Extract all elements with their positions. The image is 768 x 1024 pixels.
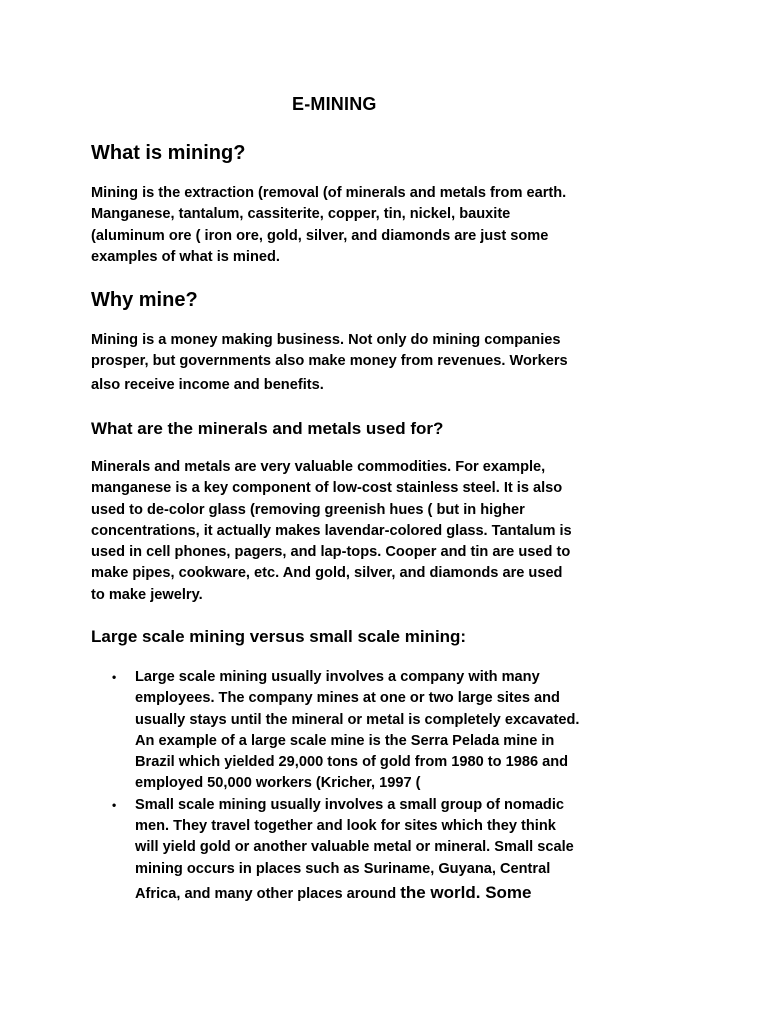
paragraph-line: (aluminum ore ( iron ore, gold, silver, and diamonds are just some — [91, 227, 549, 244]
paragraph-line: used in cell phones, pagers, and lap-tops. Cooper and tin are used to — [91, 544, 571, 561]
list-item-line: Large scale mining usually involves a company with many — [135, 669, 540, 685]
paragraph-line: to make jewelry. — [91, 586, 203, 603]
paragraph-line: Manganese, tantalum, cassiterite, copper, tin, nickel, bauxite — [91, 206, 511, 223]
list-item-line: usually stays until the mineral or metal is completely excavated. — [135, 711, 580, 728]
list-item-line: will yield gold or another valuable metal or mineral. Small scale — [135, 839, 574, 856]
list-item-line: employees. The company mines at one or two large sites and — [135, 690, 560, 707]
paragraph-line: used to de-color glass (removing greenish hues ( but in higher — [91, 501, 525, 518]
paragraph-line: Minerals and metals are very valuable commodities. For example, — [91, 459, 546, 475]
heading-why-mine: Why mine? — [91, 289, 198, 311]
paragraph-line: examples of what is mined. — [91, 248, 280, 265]
list-item-line-end: the world. Some — [400, 882, 532, 902]
paragraph-line: also receive income and benefits. — [91, 376, 324, 393]
list-item-line: An example of a large scale mine is the Serra Pelada mine in — [135, 732, 555, 749]
bullet-marker: • — [112, 797, 117, 812]
paragraph-line: Mining is a money making business. Not only do mining companies — [91, 332, 561, 348]
paragraph-why-mine — [91, 330, 671, 396]
paragraph-line: prosper, but governments also make money from revenues. Workers — [91, 353, 568, 370]
list-item-line: Brazil which yielded 29,000 tons of gold from 1980 to 1986 and — [135, 754, 569, 771]
paragraph-line: make pipes, cookware, etc. And gold, silver, and diamonds are used — [91, 565, 563, 582]
list-item-line: Small scale mining usually involves a small group of nomadic — [135, 796, 565, 813]
list-item-line-start: Africa, and many other places around — [135, 885, 401, 902]
heading-large-vs-small: Large scale mining versus small scale mining: — [91, 627, 467, 646]
list-item-small-scale — [112, 795, 712, 905]
paragraph-what-is-mining — [91, 183, 671, 268]
list-item-line — [135, 882, 712, 905]
paragraph-line: concentrations, it actually makes lavendar-colored glass. Tantalum is — [91, 522, 572, 539]
paragraph-line: manganese is a key component of low-cost stainless steel. It is also — [91, 480, 563, 497]
list-item-line: mining occurs in places such as Suriname, Guyana, Central — [135, 860, 551, 877]
paragraph-line: Mining is the extraction (removal (of minerals and metals from earth. — [91, 185, 567, 201]
list-item-large-scale — [112, 667, 712, 795]
document-title: E-MINING — [292, 94, 377, 114]
heading-what-is-mining: What is mining? — [91, 142, 246, 164]
heading-minerals-used-for: What are the minerals and metals used for? — [91, 419, 444, 438]
list-item-line: employed 50,000 workers (Kricher, 1997 ( — [135, 775, 421, 792]
bullet-list — [112, 667, 712, 905]
paragraph-minerals-used-for — [91, 457, 671, 606]
list-item-line: men. They travel together and look for sites which they think — [135, 818, 556, 835]
bullet-marker: • — [112, 670, 117, 684]
